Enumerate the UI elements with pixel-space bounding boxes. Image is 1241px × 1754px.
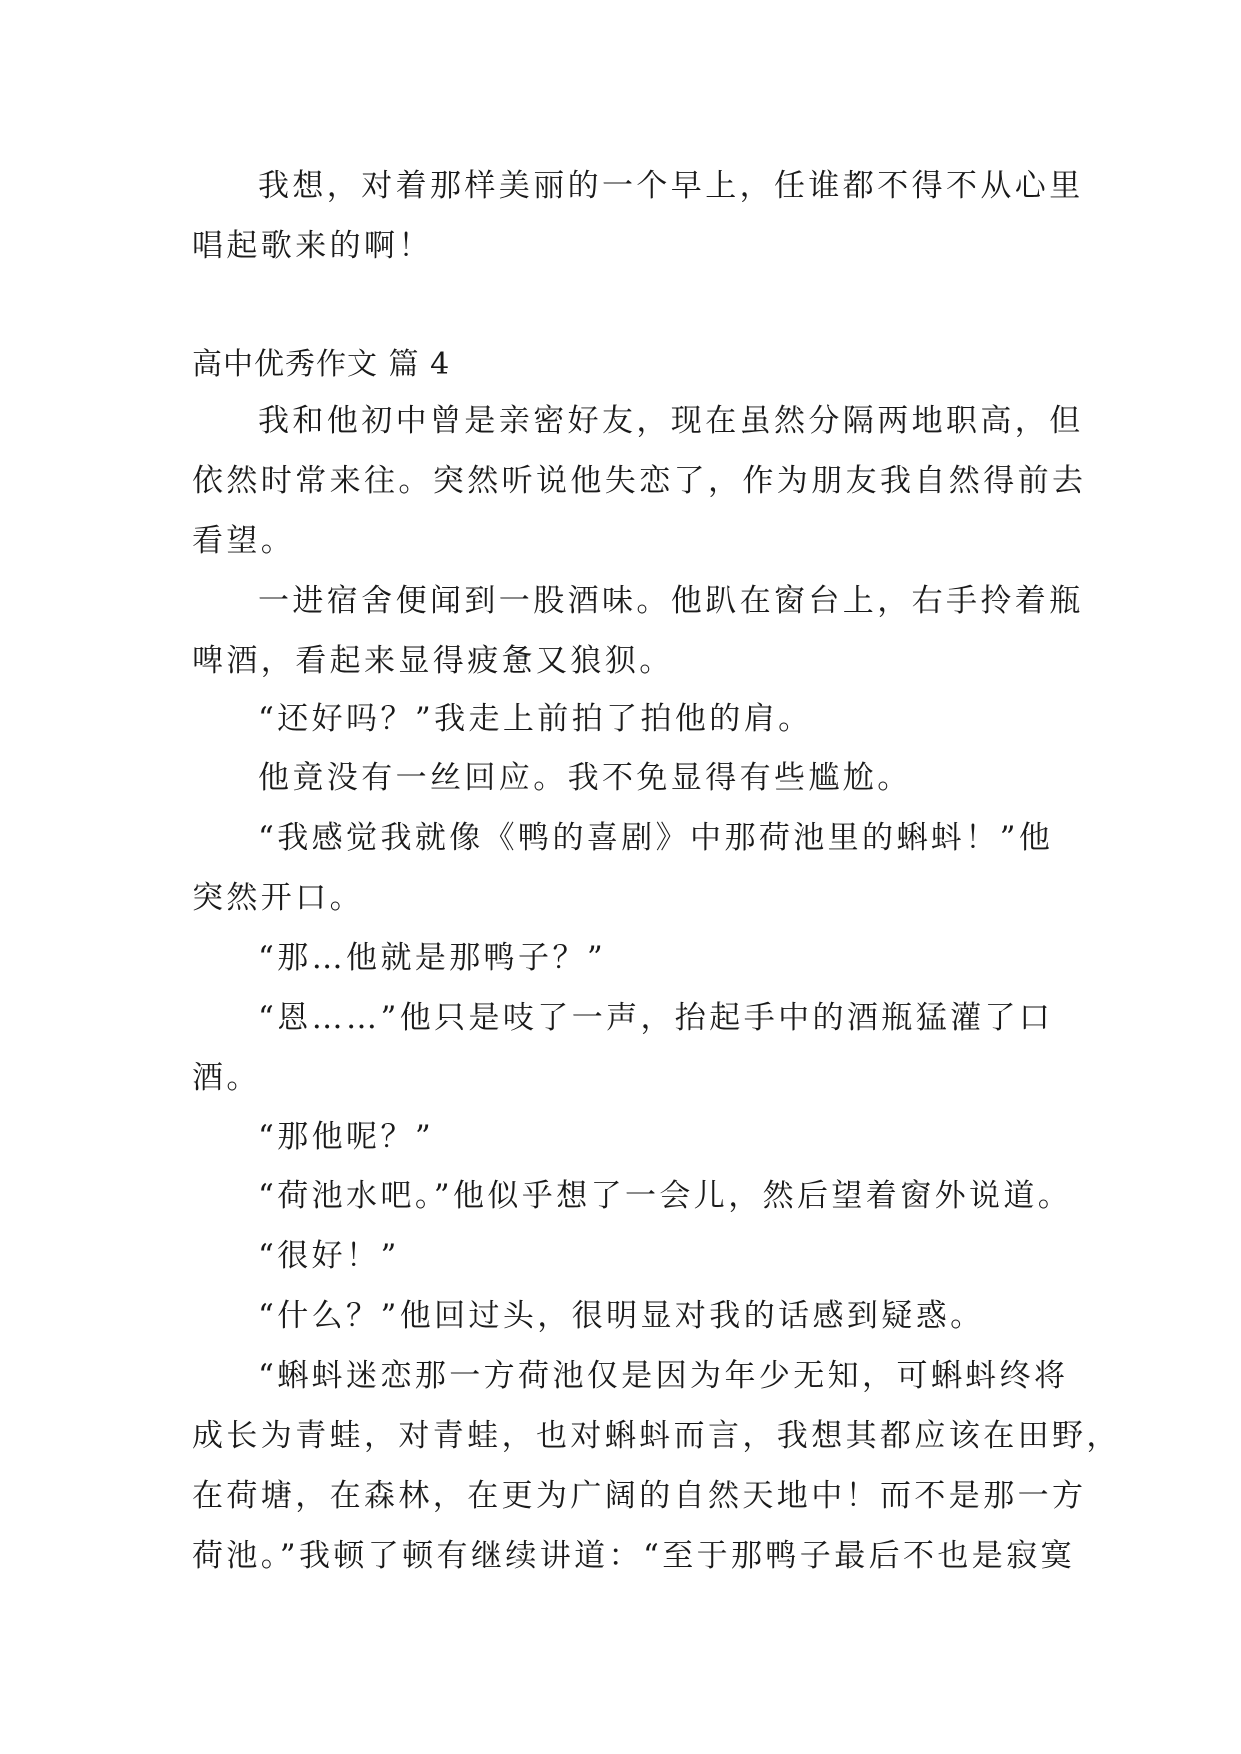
paragraph-line: 成长为青蛙，对青蛙，也对蝌蚪而言，我想其都应该在田野， xyxy=(192,1418,1121,1454)
paragraph-line: 我和他初中曾是亲密好友，现在虽然分隔两地职高，但 xyxy=(258,403,1084,439)
section-heading: 高中优秀作文 篇 4 xyxy=(192,347,451,382)
paragraph-line: “蝌蚪迷恋那一方荷池仅是因为年少无知，可蝌蚪终将 xyxy=(258,1358,1069,1394)
paragraph-line: “还好吗？”我走上前拍了拍他的肩。 xyxy=(258,701,813,737)
paragraph-line: 荷池。”我顿了顿有继续讲道：“至于那鸭子最后不也是寂寞 xyxy=(192,1538,1075,1574)
paragraph-line: 唱起歌来的啊！ xyxy=(192,228,433,264)
paragraph-line: 看望。 xyxy=(192,523,296,559)
paragraph-line: 突然开口。 xyxy=(192,880,364,916)
paragraph-line: “那…他就是那鸭子？” xyxy=(258,940,607,976)
paragraph-line: 依然时常来往。突然听说他失恋了，作为朋友我自然得前去 xyxy=(192,463,1087,499)
paragraph-line: “那他呢？” xyxy=(258,1119,435,1155)
paragraph-line: 一进宿舍便闻到一股酒味。他趴在窗台上，右手拎着瓶 xyxy=(258,583,1084,619)
paragraph-line: “什么？”他回过头，很明显对我的话感到疑惑。 xyxy=(258,1298,985,1334)
paragraph-line: 在荷塘，在森林，在更为广阔的自然天地中！而不是那一方 xyxy=(192,1478,1087,1514)
paragraph-line: “荷池水吧。”他似乎想了一会儿，然后望着窗外说道。 xyxy=(258,1178,1073,1214)
paragraph-line: “我感觉我就像《鸭的喜剧》中那荷池里的蝌蚪！”他 xyxy=(258,820,1054,856)
paragraph-line: 酒。 xyxy=(192,1060,261,1096)
paragraph-line: “很好！” xyxy=(258,1238,400,1274)
paragraph-line: 我想，对着那样美丽的一个早上，任谁都不得不从心里 xyxy=(258,168,1084,204)
paragraph-line: 啤酒，看起来显得疲惫又狼狈。 xyxy=(192,643,674,679)
paragraph-line: “恩……”他只是吱了一声，抬起手中的酒瓶猛灌了口 xyxy=(258,1000,1054,1036)
paragraph-line: 他竟没有一丝回应。我不免显得有些尴尬。 xyxy=(258,760,912,796)
